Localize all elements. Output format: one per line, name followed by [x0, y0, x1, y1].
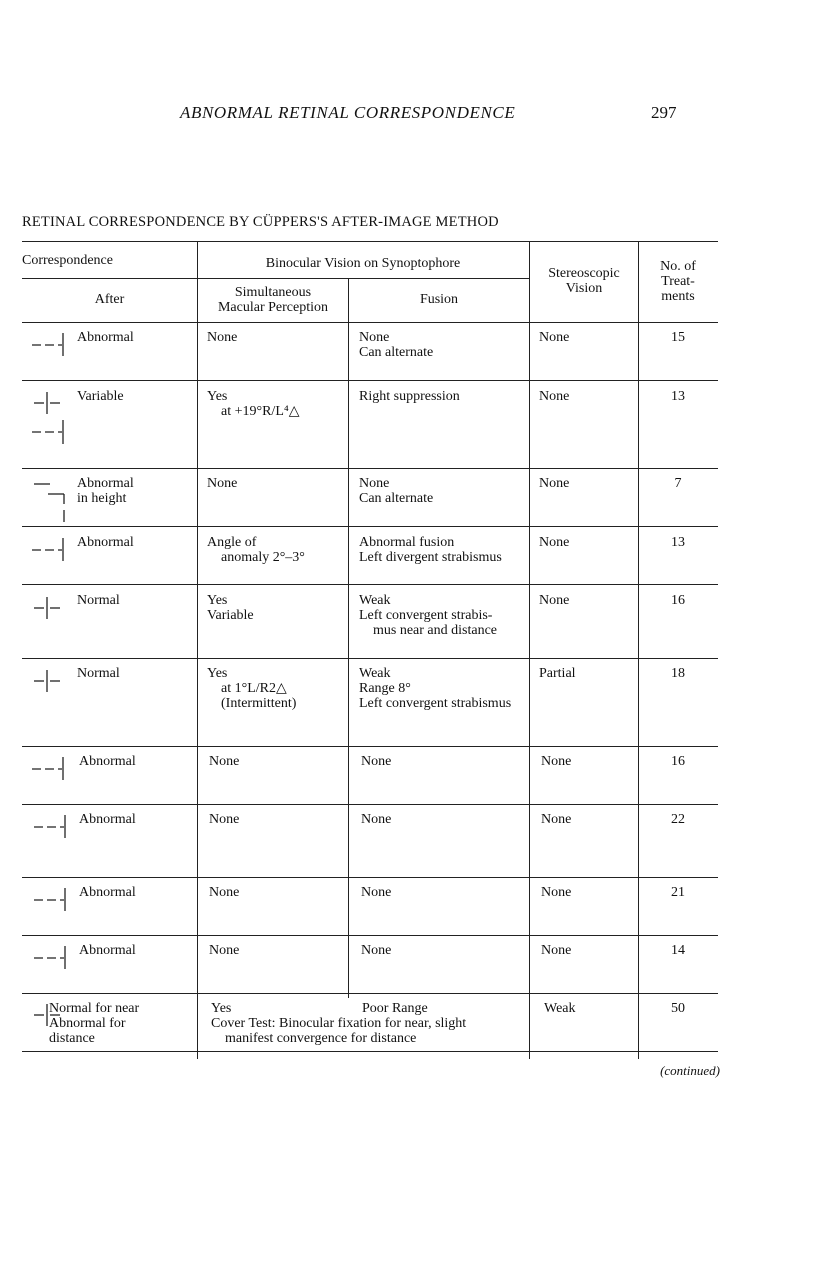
simultaneous-yes: Yes	[211, 1001, 232, 1016]
after-label: Normal for near Abnormal for distance	[49, 1001, 140, 1046]
fusion-cell: Right suppression	[359, 389, 460, 404]
treatments-cell: 22	[671, 812, 685, 827]
fusion-cell: None	[361, 885, 392, 900]
col-rule	[348, 278, 349, 998]
after-label: Normal	[77, 593, 120, 608]
page-number: 297	[651, 103, 677, 122]
col-rule	[197, 241, 198, 1059]
rule-row	[22, 804, 718, 805]
running-title: ABNORMAL RETINAL CORRESPONDENCE	[180, 103, 516, 122]
stereo-cell: None	[541, 885, 572, 900]
stereo-cell: None	[539, 535, 570, 550]
stereo-cell: Weak	[544, 1001, 576, 1016]
abnormal-icon	[32, 943, 76, 983]
abnormal-height-icon	[30, 476, 74, 524]
after-label: Abnormal	[77, 535, 134, 550]
header-treatments: No. of Treat- ments	[660, 259, 696, 304]
simultaneous-cell: None	[209, 943, 240, 958]
stereo-cell: None	[539, 330, 570, 345]
stereo-cell: None	[541, 943, 572, 958]
stereo-cell: None	[539, 476, 570, 491]
after-label: Abnormal	[77, 330, 134, 345]
stereo-cell: None	[541, 754, 572, 769]
header-correspondence: Correspondence	[22, 253, 113, 268]
header-after: After	[94, 292, 125, 307]
normal-icon	[30, 666, 74, 706]
stereo-cell: None	[539, 593, 570, 608]
treatments-cell: 50	[671, 1001, 685, 1016]
rule-row	[22, 746, 718, 747]
header-stereo: Stereoscopic Vision	[548, 266, 620, 296]
header-binocular: Binocular Vision on Synoptophore	[265, 256, 461, 271]
fusion-cell: None	[361, 812, 392, 827]
abnormal-icon	[32, 885, 76, 925]
fusion-cell: None Can alternate	[359, 476, 434, 506]
abnormal-icon	[32, 812, 76, 852]
rule-row	[22, 584, 718, 585]
rule-top	[22, 241, 718, 242]
simultaneous-cell: None	[209, 812, 240, 827]
table-title: RETINAL CORRESPONDENCE BY CÜPPERS'S AFTER-IMAGE METHOD	[22, 214, 499, 230]
continued-note: (continued)	[660, 1063, 720, 1078]
col-rule	[529, 241, 530, 1059]
after-label: Abnormal	[79, 754, 136, 769]
after-label: Abnormal in height	[77, 476, 134, 506]
simultaneous-cell: None	[207, 476, 238, 491]
fusion-cell: Weak Left convergent strabis- mus near and distance	[359, 593, 498, 638]
simultaneous-cell: None	[207, 330, 238, 345]
rule-row	[22, 658, 718, 659]
treatments-cell: 7	[674, 476, 682, 491]
col-rule	[638, 241, 639, 1059]
rule-row	[22, 468, 718, 469]
rule-header-mid	[22, 278, 529, 279]
stereo-cell: Partial	[539, 666, 576, 681]
variable-icon	[30, 388, 74, 458]
after-label: Variable	[77, 389, 124, 404]
rule-row	[22, 526, 718, 527]
normal-icon	[30, 593, 74, 633]
rule-header-bottom	[22, 322, 718, 323]
stereo-cell: None	[539, 389, 570, 404]
fusion-cell: None	[361, 754, 392, 769]
fusion-cell: None Can alternate	[359, 330, 434, 360]
header-fusion: Fusion	[419, 292, 459, 307]
abnormal-icon	[30, 535, 74, 575]
fusion-cell: Abnormal fusion Left divergent strabismus	[359, 535, 502, 565]
treatments-cell: 14	[671, 943, 685, 958]
rule-row	[22, 380, 718, 381]
stereo-cell: None	[541, 812, 572, 827]
after-label: Abnormal	[79, 943, 136, 958]
simultaneous-cell: Yes at 1°L/R2△ (Intermittent)	[207, 666, 297, 711]
rule-bottom	[22, 1051, 718, 1052]
fusion-cell: Weak Range 8° Left convergent strabismus	[359, 666, 512, 711]
abnormal-icon	[30, 754, 74, 794]
treatments-cell: 13	[671, 535, 685, 550]
simultaneous-cell: Angle of anomaly 2°–3°	[207, 535, 305, 565]
rule-row	[22, 877, 718, 878]
treatments-cell: 16	[671, 754, 685, 769]
abnormal-icon	[30, 330, 74, 370]
treatments-cell: 21	[671, 885, 685, 900]
after-label: Abnormal	[79, 885, 136, 900]
cover-test-note: Cover Test: Binocular fixation for near, slight manifest convergence for distance	[211, 1016, 467, 1046]
treatments-cell: 15	[671, 330, 685, 345]
fusion-cell: None	[361, 943, 392, 958]
after-label: Abnormal	[79, 812, 136, 827]
simultaneous-cell: None	[209, 885, 240, 900]
treatments-cell: 13	[671, 389, 685, 404]
treatments-cell: 16	[671, 593, 685, 608]
rule-row	[22, 993, 718, 994]
simultaneous-cell: None	[209, 754, 240, 769]
simultaneous-cell: Yes Variable	[207, 593, 254, 623]
fusion-poor-range: Poor Range	[362, 1001, 428, 1016]
after-label: Normal	[77, 666, 120, 681]
treatments-cell: 18	[671, 666, 685, 681]
header-simultaneous: Simultaneous Macular Perception	[217, 285, 328, 315]
rule-row	[22, 935, 718, 936]
simultaneous-cell: Yes at +19°R/L⁴△	[207, 389, 300, 419]
